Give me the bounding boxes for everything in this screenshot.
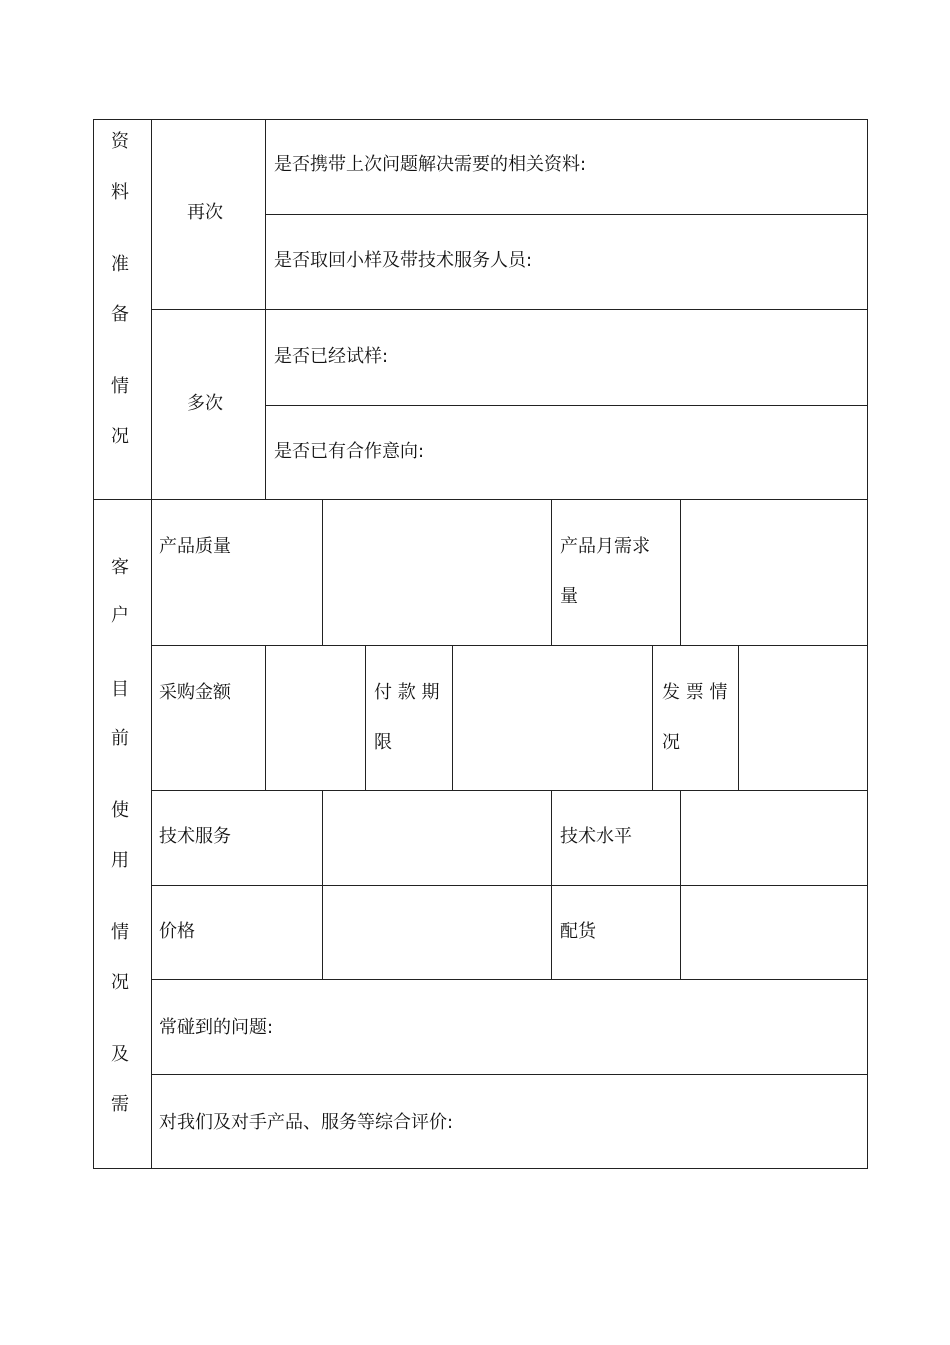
payment-term-label-cell: [365, 645, 453, 791]
group-multiple-row-sample-tried[interactable]: [265, 309, 868, 406]
group-again-row-carry-materials[interactable]: [265, 119, 868, 215]
section2-label-char: 使: [111, 800, 129, 821]
distribution-value-cell[interactable]: [680, 885, 868, 980]
common-problems-row[interactable]: [151, 979, 868, 1075]
product-quality-label-cell: [151, 499, 323, 646]
price-value-cell[interactable]: [322, 885, 552, 980]
common-problems-label: 常碰到的问题:: [159, 1017, 274, 1038]
product-quality-label: 产品质量: [159, 536, 231, 557]
invoice-status-label-line1: 发 票 情: [662, 682, 728, 703]
group-again-label: 再次: [187, 202, 223, 223]
section1-label-char: 资: [111, 131, 129, 152]
section2-label-char: 前: [111, 728, 129, 749]
section1-label-char: 备: [111, 304, 129, 325]
sample-tried-question: 是否已经试样:: [274, 346, 389, 367]
invoice-status-value-cell[interactable]: [738, 645, 868, 791]
section2-label-char: 及: [111, 1044, 129, 1065]
purchase-amount-value-cell[interactable]: [265, 645, 366, 791]
payment-term-value-cell[interactable]: [452, 645, 653, 791]
section1-label-cell: [93, 119, 152, 500]
group-multiple-row-cooperation[interactable]: [265, 405, 868, 500]
group-again-label-cell: [151, 119, 266, 310]
retrieve-sample-question: 是否取回小样及带技术服务人员:: [274, 250, 533, 271]
payment-term-label-line2: 限: [374, 732, 392, 753]
group-multiple-label: 多次: [187, 393, 223, 414]
tech-level-label-cell: [551, 790, 681, 886]
group-again-row-retrieve-sample[interactable]: [265, 214, 868, 310]
section2-label-char: 用: [111, 850, 129, 871]
purchase-amount-label-cell: [151, 645, 266, 791]
section2-label-cell: [93, 499, 152, 1169]
carry-materials-question: 是否携带上次问题解决需要的相关资料:: [274, 154, 587, 175]
monthly-demand-label-cell: [551, 499, 681, 646]
monthly-demand-value-cell[interactable]: [680, 499, 868, 646]
section2-label-char: 需: [111, 1094, 129, 1115]
price-label-cell: [151, 885, 323, 980]
price-label: 价格: [159, 921, 195, 942]
overall-evaluation-row[interactable]: [151, 1074, 868, 1169]
section2-label-char: 户: [111, 605, 129, 626]
section1-label-char: 情: [111, 376, 129, 397]
invoice-status-label-line2: 况: [662, 732, 680, 753]
section1-label-char: 料: [111, 182, 129, 203]
tech-level-value-cell[interactable]: [680, 790, 868, 886]
monthly-demand-label-line2: 量: [560, 586, 578, 607]
tech-service-label: 技术服务: [159, 826, 231, 847]
invoice-status-label-cell: [652, 645, 739, 791]
overall-evaluation-label: 对我们及对手产品、服务等综合评价:: [159, 1112, 454, 1133]
distribution-label: 配货: [560, 921, 596, 942]
cooperation-intent-question: 是否已有合作意向:: [274, 441, 425, 462]
distribution-label-cell: [551, 885, 681, 980]
section1-label-char: 准: [111, 254, 129, 275]
section2-label-char: 况: [111, 972, 129, 993]
purchase-amount-label: 采购金额: [159, 682, 231, 703]
product-quality-value-cell[interactable]: [322, 499, 552, 646]
group-multiple-label-cell: [151, 309, 266, 500]
section2-label-char: 客: [111, 557, 129, 578]
tech-level-label: 技术水平: [560, 826, 632, 847]
tech-service-label-cell: [151, 790, 323, 886]
monthly-demand-label-line1: 产品月需求: [560, 536, 650, 557]
tech-service-value-cell[interactable]: [322, 790, 552, 886]
payment-term-label-line1: 付 款 期: [374, 682, 440, 703]
section2-label-char: 目: [111, 679, 129, 700]
section1-label-char: 况: [111, 426, 129, 447]
section2-label-char: 情: [111, 922, 129, 943]
